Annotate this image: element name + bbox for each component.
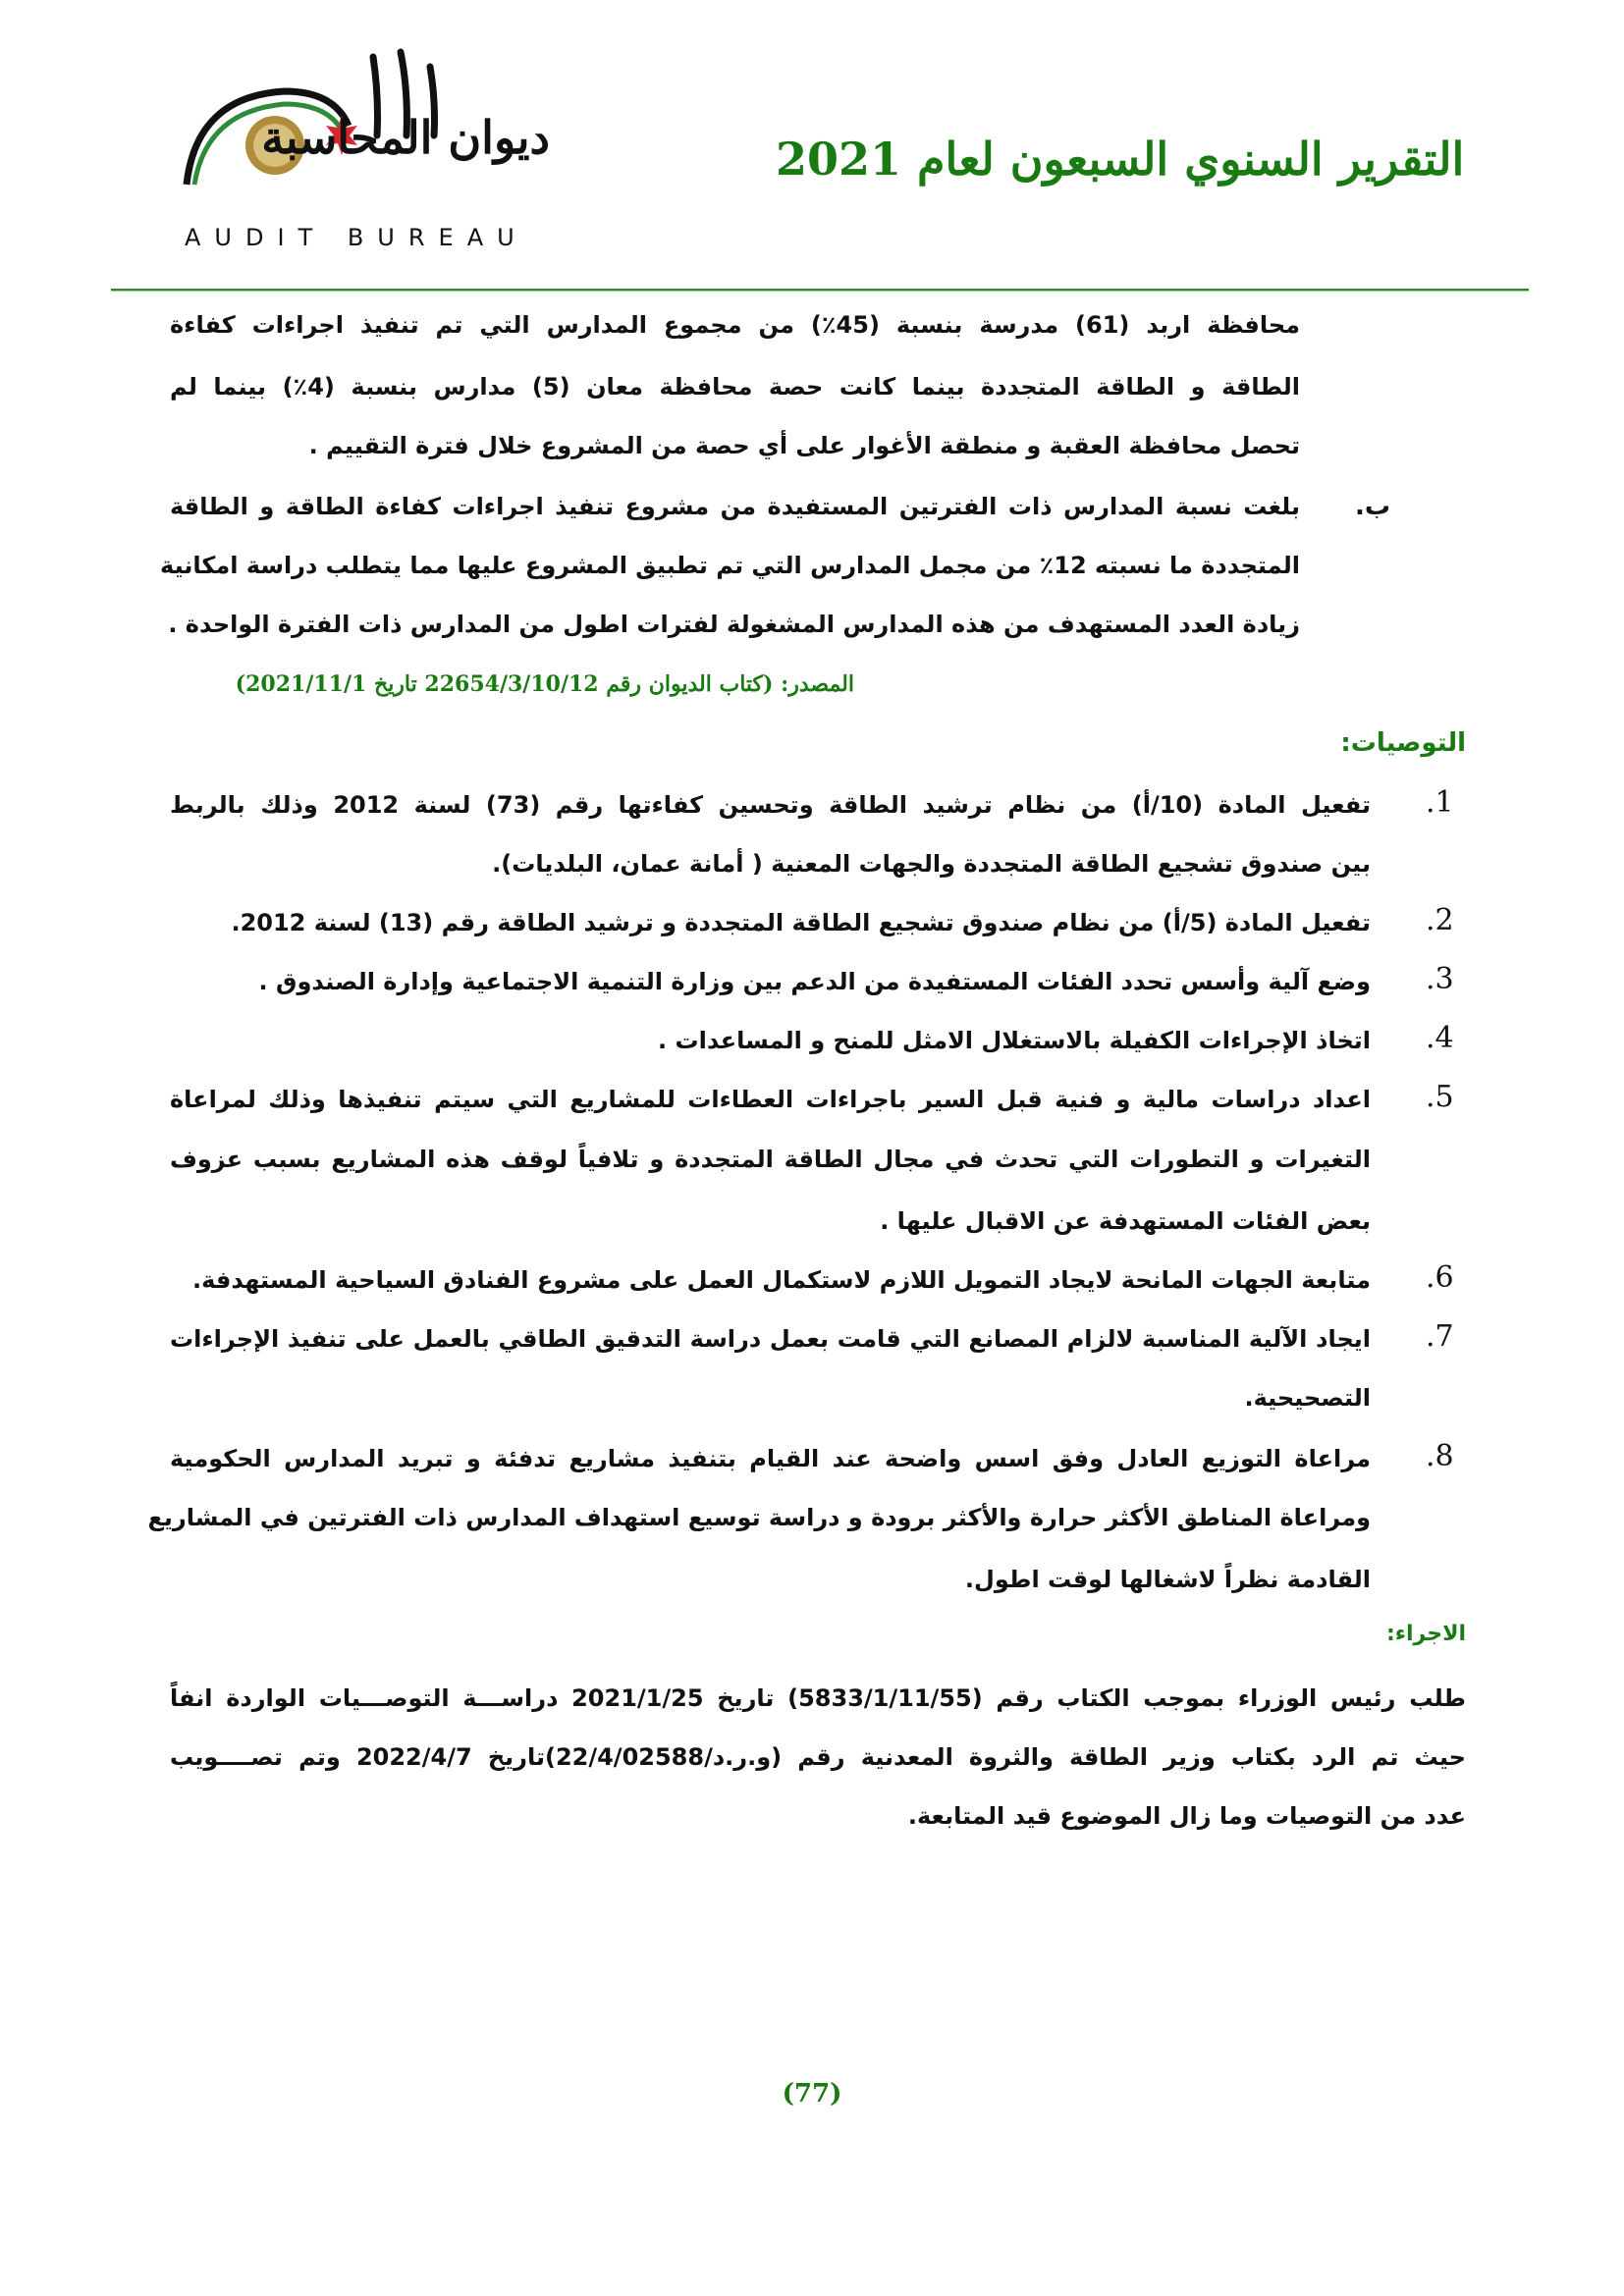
page-number: (77) xyxy=(782,2079,842,2109)
text-line: بلغت نسبة المدارس ذات الفترتين المستفيدة من مشروع تنفيذ اجراءات كفاءة الطاقة و الطاقة xyxy=(170,493,1300,520)
text-line: اتخاذ الإجراءات الكفيلة بالاستغلال الامثل للمنح و المساعدات . xyxy=(658,1027,1371,1054)
text-line: ومراعاة المناطق الأكثر حرارة والأكثر برودة و دراسة توسيع استهداف المدارس ذات الفترتين في المشاريع xyxy=(147,1504,1371,1531)
recommendation-number: 8. xyxy=(1426,1439,1454,1473)
text-line: زيادة العدد المستهدف من هذه المدارس المشغولة لفترات اطول من المدارس ذات الفترة الواحدة . xyxy=(168,611,1300,638)
text-line: بين صندوق تشجيع الطاقة المتجددة والجهات المعنية ( أمانة عمان، البلديات). xyxy=(492,850,1371,878)
recommendation-number: 7. xyxy=(1426,1319,1454,1354)
text-line: التصحيحية. xyxy=(1244,1384,1371,1412)
report-title: التقرير السنوي السبعون لعام 2021 xyxy=(776,133,1465,186)
recommendation-number: 4. xyxy=(1426,1021,1454,1055)
text-line: المتجددة ما نسبته 12٪ من مجمل المدارس التي تم تطبيق المشروع عليها مما يتطلب دراسة امكانية xyxy=(160,552,1300,579)
text-line: التغيرات و التطورات التي تحدث في مجال الطاقة المتجددة و تلافياً لوقف هذه المشاريع بسبب عزوف xyxy=(170,1146,1371,1173)
text-line: تفعيل المادة (5/أ) من نظام صندوق تشجيع الطاقة المتجددة و ترشيد الطاقة رقم (13) لسنة 2012. xyxy=(231,909,1371,936)
text-line: وضع آلية وأسس تحدد الفئات المستفيدة من الدعم بين وزارة التنمية الاجتماعية وإدارة الصندوق . xyxy=(258,968,1371,995)
text-line: تفعيل المادة (10/أ) من نظام ترشيد الطاقة وتحسين كفاءتها رقم (73) لسنة 2012 وذلك بالربط xyxy=(170,791,1372,819)
text-line: الطاقة و الطاقة المتجددة بينما كانت حصة محافظة معان (5) مدارس بنسبة (4٪) بينما لم xyxy=(170,373,1301,400)
recommendation-number: 5. xyxy=(1426,1080,1454,1114)
recommendations-heading: التوصيات: xyxy=(1340,728,1466,758)
text-line: محافظة اربد (61) مدرسة بنسبة (45٪) من مجموع المدارس التي تم تنفيذ اجراءات كفاءة xyxy=(170,311,1301,339)
text-line: متابعة الجهات المانحة لايجاد التمويل اللازم لاستكمال العمل على مشروع الفنادق السياحية المستهدفة. xyxy=(191,1266,1371,1294)
text-line: طلب رئيس الوزراء بموجب الكتاب رقم (5833/1/11/55) تاريخ 2021/1/25 دراســـة التوصـــيات الواردة انفاً xyxy=(170,1684,1467,1712)
recommendation-number: 2. xyxy=(1426,903,1454,937)
recommendation-number: 1. xyxy=(1426,785,1454,820)
header-divider xyxy=(111,289,1529,292)
text-line: اعداد دراسات مالية و فنية قبل السير باجراءات العطاءات للمشاريع التي سيتم تنفيذها وذلك لمراعاة xyxy=(170,1086,1371,1113)
recommendation-number: 3. xyxy=(1426,962,1454,996)
text-line: ايجاد الآلية المناسبة لالزام المصانع التي قامت بعمل دراسة التدقيق الطاقي بالعمل على تنفيذ الإجراءات xyxy=(170,1325,1371,1353)
text-line: عدد من التوصيات وما زال الموضوع قيد المتابعة. xyxy=(907,1802,1466,1830)
item-b-label: ب. xyxy=(1355,492,1391,521)
text-line: مراعاة التوزيع العادل وفق اسس واضحة عند القيام بتنفيذ مشاريع تدفئة و تبريد المدارس الحكومية xyxy=(170,1445,1371,1472)
recommendation-number: 6. xyxy=(1426,1260,1454,1295)
action-heading: الاجراء: xyxy=(1385,1622,1466,1646)
text-line: القادمة نظراً لاشغالها لوقت اطول. xyxy=(964,1566,1371,1593)
logo-text-ar: ديوان المحاسبة xyxy=(261,111,550,164)
text-line: تحصل محافظة العقبة و منطقة الأغوار على أي حصة من المشروع خلال فترة التقييم . xyxy=(308,432,1300,459)
source-citation: المصدر: (كتاب الديوان رقم 22654/3/10/12 تاريخ 2021/11/1) xyxy=(235,671,854,697)
text-line: بعض الفئات المستهدفة عن الاقبال عليها . xyxy=(880,1207,1371,1235)
logo-text-en: AUDIT BUREAU xyxy=(185,224,528,251)
text-line: حيث تم الرد بكتاب وزير الطاقة والثروة المعدنية رقم (و.ر.د/22/4/02588)تاريخ 2022/4/7 وتم تصــــويب xyxy=(170,1743,1466,1771)
